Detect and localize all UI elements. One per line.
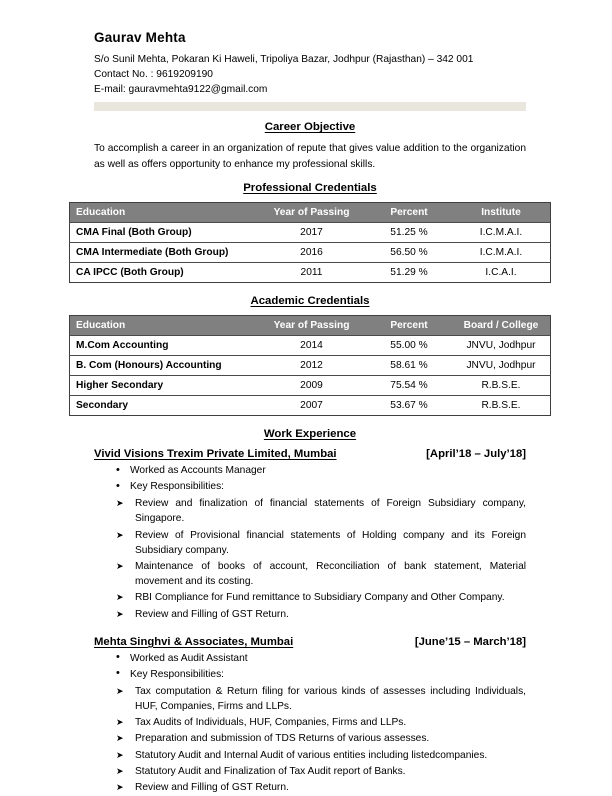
table-row — [70, 336, 551, 356]
career-objective-heading: Career Objective — [264, 121, 356, 134]
list-item: ➤ Tax computation & Return filing for various kinds of assesses including Individuals, HUF, Companies, Firms and LLPs. — [116, 684, 526, 714]
column-header-year: Year of Passing — [257, 203, 366, 223]
cell-education: CA IPCC (Both Group) — [70, 263, 258, 283]
list-item: ➤ RBI Compliance for Fund remittance to Subsidiary Company and Other Company. — [116, 590, 526, 605]
table-row — [70, 243, 551, 263]
cell-percent: 51.29 % — [366, 263, 452, 283]
cell-year: 2014 — [257, 336, 366, 356]
job-company-name: Vivid Visions Trexim Private Limited, Mumbai — [94, 448, 337, 461]
column-header-board: Board / College — [452, 316, 551, 336]
job-responsibility-list — [94, 684, 526, 795]
cell-board: JNVU, Jodhpur — [452, 356, 551, 376]
cell-education: Secondary — [70, 396, 258, 416]
resume-content — [76, 30, 539, 796]
list-item: ➤ Review of Provisional financial statements of Holding company and its Foreign Subsidiary company. — [116, 528, 526, 558]
cell-year: 2017 — [257, 223, 366, 243]
cell-education: B. Com (Honours) Accounting — [70, 356, 258, 376]
cell-education: CMA Intermediate (Both Group) — [70, 243, 258, 263]
job-summary-list — [94, 463, 526, 494]
cell-year: 2007 — [257, 396, 366, 416]
job-responsibility-list — [94, 496, 526, 622]
list-item: ➤ Review and Filling of GST Return. — [116, 780, 526, 795]
work-experience-heading: Work Experience — [263, 428, 357, 441]
cell-education: M.Com Accounting — [70, 336, 258, 356]
cell-percent: 51.25 % — [366, 223, 452, 243]
header-block — [94, 30, 526, 111]
table-row — [70, 223, 551, 243]
cell-institute: I.C.A.I. — [452, 263, 551, 283]
list-item: ➤ Review and Filling of GST Return. — [116, 607, 526, 622]
cell-board: JNVU, Jodhpur — [452, 336, 551, 356]
job-responsibilities-label: • Key Responsibilities: — [116, 667, 526, 682]
cell-year: 2012 — [257, 356, 366, 376]
cell-board: R.B.S.E. — [452, 376, 551, 396]
job-entry — [94, 448, 526, 622]
list-item: ➤ Statutory Audit and Finalization of Tax Audit report of Banks. — [116, 764, 526, 779]
list-item: ➤ Preparation and submission of TDS Returns of various assesses. — [116, 731, 526, 746]
cell-institute: I.C.M.A.I. — [452, 243, 551, 263]
job-entry — [94, 636, 526, 795]
table-row — [70, 376, 551, 396]
job-company-name: Mehta Singhvi & Associates, Mumbai — [94, 635, 294, 648]
cell-year: 2009 — [257, 376, 366, 396]
column-header-institute: Institute — [452, 203, 551, 223]
table-header-row — [70, 316, 551, 336]
table-row — [70, 356, 551, 376]
cell-board: R.B.S.E. — [452, 396, 551, 416]
candidate-address: S/o Sunil Mehta, Pokaran Ki Haweli, Tripoliya Bazar, Jodhpur (Rajasthan) – 342 001 — [94, 54, 474, 66]
career-objective-text: To accomplish a career in an organization of repute that gives value addition to the organization as well as offers opportunity to enhance my professional skills. — [94, 143, 526, 170]
job-date-range: [April’18 – July’18] — [426, 448, 526, 461]
candidate-name: Gaurav Mehta — [94, 30, 186, 45]
list-item: ➤ Review and finalization of financial statements of Foreign Subsidiary company, Singapore. — [116, 496, 526, 526]
cell-institute: I.C.M.A.I. — [452, 223, 551, 243]
candidate-email: E-mail: gauravmehta9122@gmail.com — [94, 84, 268, 96]
cell-year: 2011 — [257, 263, 366, 283]
professional-credentials-table — [69, 202, 551, 283]
job-responsibilities-label: • Key Responsibilities: — [116, 479, 526, 494]
job-header — [94, 636, 526, 648]
table-row — [70, 396, 551, 416]
column-header-percent: Percent — [366, 203, 452, 223]
cell-education: CMA Final (Both Group) — [70, 223, 258, 243]
column-header-year: Year of Passing — [257, 316, 366, 336]
table-row — [70, 263, 551, 283]
cell-education: Higher Secondary — [70, 376, 258, 396]
header-divider-band — [94, 102, 526, 111]
list-item: ➤ Tax Audits of Individuals, HUF, Companies, Firms and LLPs. — [116, 715, 526, 730]
cell-percent: 58.61 % — [366, 356, 452, 376]
column-header-education: Education — [70, 316, 258, 336]
job-role: • Worked as Accounts Manager — [116, 463, 526, 478]
cell-percent: 53.67 % — [366, 396, 452, 416]
academic-credentials-table — [69, 315, 551, 416]
job-summary-list — [94, 651, 526, 682]
column-header-education: Education — [70, 203, 258, 223]
job-role: • Worked as Audit Assistant — [116, 651, 526, 666]
academic-credentials-heading: Academic Credentials — [250, 295, 370, 308]
job-date-range: [June’15 – March’18] — [414, 635, 526, 648]
cell-percent: 56.50 % — [366, 243, 452, 263]
cell-percent: 75.54 % — [366, 376, 452, 396]
column-header-percent: Percent — [366, 316, 452, 336]
list-item: ➤ Maintenance of books of account, Reconciliation of bank statement, Material movement and its costing. — [116, 559, 526, 589]
cell-year: 2016 — [257, 243, 366, 263]
table-header-row — [70, 203, 551, 223]
list-item: ➤ Statutory Audit and Internal Audit of various entities including listedcompanies. — [116, 748, 526, 763]
job-header — [94, 448, 526, 460]
cell-percent: 55.00 % — [366, 336, 452, 356]
candidate-phone: Contact No. : 9619209190 — [94, 69, 213, 81]
professional-credentials-heading: Professional Credentials — [243, 182, 377, 195]
